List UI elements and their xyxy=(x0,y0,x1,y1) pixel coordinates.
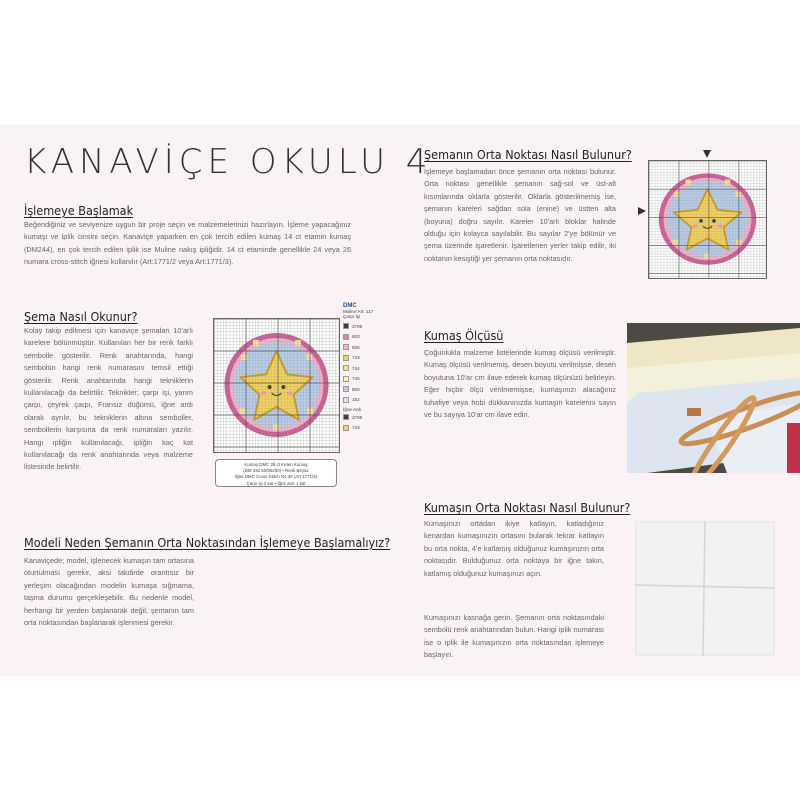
swatch-icon xyxy=(343,386,349,392)
legend-title: Muline Art. 117 xyxy=(343,309,374,314)
dmc-logo: DMC xyxy=(343,303,357,309)
materials-caption xyxy=(215,459,337,487)
star-chart-graphic xyxy=(214,319,339,452)
legend-list xyxy=(343,321,379,405)
legend-item-744 xyxy=(343,363,379,374)
star-eye-left xyxy=(268,385,272,389)
text-fabric-center-2: Kumaşınızı kasnağa gerin. Şemanın orta noktasındaki sembolü renk anahtarından bulun. Hangi iplik numarası ise o iplik ile kumaşınızın orta noktasından işlemeye başlayın. xyxy=(424,613,604,660)
swatch-icon xyxy=(343,397,349,403)
swatch-code: 744 xyxy=(352,365,360,371)
star-dot xyxy=(725,179,731,184)
text-why: Kanaviçede; model, işlenecek kumaşın tam ortasına oturtulması gerekir, aksi takdirde orantısız bir yerleşim olacağından modelin kumaşa sığmama, taşma durumu gerçekleşebilir. Bu nedenle model, herhangi bir yerden başlanarak değil, şemanın tam orta noktasından başlanarak işlenmesi gerekir. xyxy=(24,556,194,628)
heading-start: İşlemeye Başlamak xyxy=(24,203,134,218)
swatch-icon xyxy=(343,365,349,371)
swatch-code: 743 xyxy=(352,425,360,431)
center-chart xyxy=(648,160,767,279)
heading-fabric-center: Kumaşın Orta Noktası Nasıl Bulunur? xyxy=(424,500,631,515)
legend-item-605 xyxy=(343,342,379,353)
swatch-code: 3799 xyxy=(352,414,363,420)
star-dot xyxy=(686,179,692,184)
arrow-down-icon xyxy=(701,148,713,160)
swatch-icon xyxy=(343,334,349,340)
swatch-icon xyxy=(343,355,349,361)
swatch-code: 745 xyxy=(352,376,360,382)
star-eye-left xyxy=(699,219,703,223)
text-read: Kolay takip edilmesi için kanaviçe şemaları 10'arlı karelere bölünmüştür. Kullanılan her bir renk farklı sembolle gösterilir. Renk anahtarında, hangi sembolün hangi renk numarasını temsil ettiği gösterilir. Renk anahtarında hangi tekniklerin kullanılacağı da belirtilir. Teknikler; çarpı işi, yarım çarpı, çeyrek çarpı, Fransız düğümü, iğne ardı olarak ayrılır, bu tekniklerin altına semboller, sembollerin karşısına da renk numaraları yazılır. Hangi ipliğin kullanılacağı, ipliğin kaç kat kullanılacağı da renk anahtarında veya malzeme listesinde belirtilir. xyxy=(24,326,193,472)
legend-backstitch-item-743 xyxy=(343,423,379,434)
text-fabric-center-1: Kumaşınızı ortadan ikiye katlayın, katladığınız kenardan kumaşınızın ortasını bularak tekrar katlayın bu orta nokta, 4'e katlamış olduğunuz kumaşınızın orta noktasıdır. Bulduğunuz orta noktaya bir iğne takın, katlamış olduğunuz kumaşınızı açın. xyxy=(424,519,604,578)
fabric-photo-graphic xyxy=(627,323,800,473)
heading-size: Kumaş Ölçüsü xyxy=(424,328,504,343)
folded-fabric-graphic xyxy=(635,521,775,656)
legend-subtitle: Çarpı İşi xyxy=(343,314,361,319)
swatch-icon xyxy=(343,425,349,431)
star-cheek-right xyxy=(717,224,723,228)
swatch-code: 800 xyxy=(352,386,360,392)
folded-fabric-photo xyxy=(635,521,775,656)
swatch-code: 603 xyxy=(352,334,360,340)
page-title: KANAVİÇE OKULU 4 xyxy=(24,142,433,182)
caption-line-3: İğne DMC Cross Stitch No:26 (Art:1771/3) xyxy=(235,474,317,480)
legend-item-162 xyxy=(343,395,379,406)
cross-stitch-chart xyxy=(213,318,340,453)
swatch-icon xyxy=(343,376,349,382)
star-cheek-left xyxy=(261,391,267,395)
star-eye-right xyxy=(712,219,716,223)
legend-item-800 xyxy=(343,384,379,395)
legend-item-3799 xyxy=(343,321,379,332)
center-chart-graphic xyxy=(649,161,766,278)
star-dot xyxy=(253,340,259,346)
swatch-icon xyxy=(343,344,349,350)
legend-item-743 xyxy=(343,353,379,364)
star-dot xyxy=(239,408,245,414)
legend-backstitch-item-3799 xyxy=(343,412,379,423)
heading-center: Şemanın Orta Noktası Nasıl Bulunur? xyxy=(424,147,632,162)
swatch-code: 743 xyxy=(352,355,360,361)
caption-line-2: (DM 432 50/85200) • Renk Beyaz xyxy=(243,468,309,474)
caption-line-1: Kumaş DMC 28 ct Keten Kumaş xyxy=(244,462,308,467)
star-cheek-right xyxy=(287,391,293,395)
swatch-icon xyxy=(343,323,349,329)
text-start: Beğendiğiniz ve seviyenize uygun bir proje seçin ve malzemelerinizi hazırlayın. İşleme yapacağınız kumaşı ve iplik cinsini seçin. Kanaviçe yaparken en çok tercih edilen kumaş 14 ct etamin kumaş (DM244), en çok tercih edilen iplik ise Muline nakış ipliğidir. 14 ct etaminde genellikle 24 veya 26 numara cross-stitch iğnesi kullanılır (Art:1771/2 veya Art:1771/3). xyxy=(24,220,351,267)
star-dot xyxy=(672,239,678,244)
swatch-code: 162 xyxy=(352,397,360,403)
color-key xyxy=(343,303,379,433)
caption-line-4: Çarpı işi 2 kat • İğne ardı 1 kat xyxy=(246,480,306,486)
fabric-photo xyxy=(627,323,800,473)
heading-read: Şema Nasıl Okunur? xyxy=(24,309,138,324)
heading-why: Modeli Neden Şemanın Orta Noktasından İşlemeye Başlamalıyız? xyxy=(24,535,391,550)
legend-backstitch-list xyxy=(343,412,379,433)
star-dot xyxy=(295,340,301,346)
swatch-code: 3799 xyxy=(352,323,363,329)
text-center: İşlemeye başlamadan önce şemanın orta noktası bulunur. Orta noktası genellikle şemanın sağ-sol ve üst-alt kısımlarında oklarla gösterilir. Oklarla gösterilmemiş ise, şemanın kareleri sağdan sola (enine) ve üstten alta (boyuna) doğru sayılır. Kareler 10'arlı bloklar halinde olduğu için kolayca sayılabilir. Bu sayılar 2'ye bölünür ve şema üzerinde işaretlenir. İşaretlenen yerler takip edilir, iki noktanın kesiştiği yer şemanın orta noktasıdır. xyxy=(424,167,616,263)
star-cheek-left xyxy=(693,224,699,228)
swatch-icon xyxy=(343,414,349,420)
text-size: Çoğunlukla malzeme listelerinde kumaş ölçüsü verilmiştir. Kumaş ölçüsü verilmemiş, desen boyutu verilmişse, desen boyutuna 10'ar cm ilave ederek kumaş ölçünüzü belirleyin. Eğer hiçbir ölçü verilmemişse, kumaşınızı alacağınız tuhafiye veya hobi dükkanınızda kumaşın karelerini sayın ve bu sayıya 10'ar cm ilave edin. xyxy=(424,348,616,420)
legend-item-603 xyxy=(343,332,379,343)
legend-item-745 xyxy=(343,374,379,385)
arrow-right-icon xyxy=(636,205,648,217)
swatch-code: 605 xyxy=(352,344,360,350)
legend-backstitch-title: İğne Ardı xyxy=(343,407,362,412)
star-eye-right xyxy=(282,385,286,389)
